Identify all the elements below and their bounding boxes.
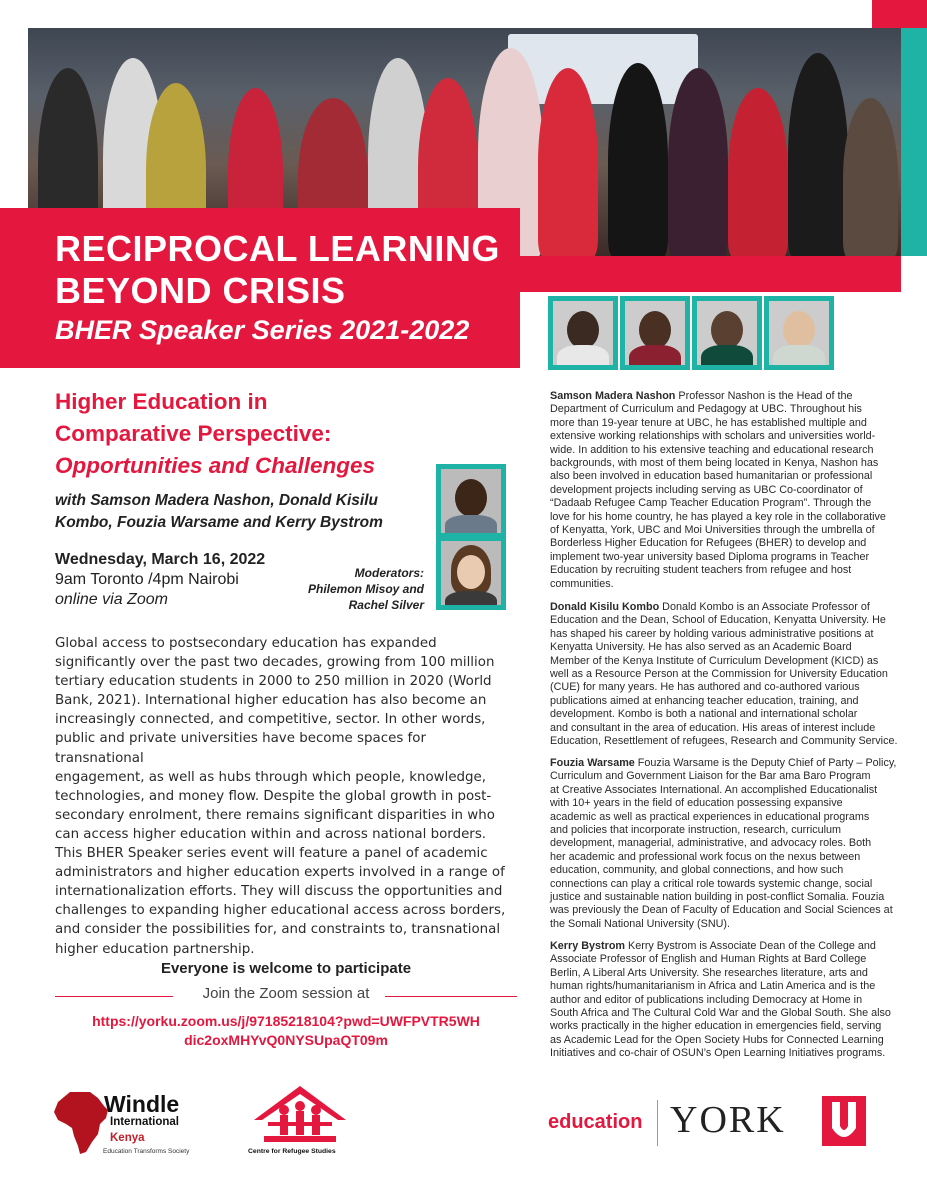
bio-line: of Kenyatta, York, UBC and Moi Universities through the umbrella of xyxy=(550,524,875,537)
description-line: engagement, as well as hubs through which people, knowledge, xyxy=(55,769,487,785)
bio-line: publications aimed at enhancing teacher education, training, and xyxy=(550,694,859,707)
speaker-photo-nashon xyxy=(548,296,618,370)
description-line: administrators and higher education experts involved in a range of xyxy=(55,865,505,881)
event-title-line2: Comparative Perspective: xyxy=(55,421,332,446)
bio-line: development. Kombo is both a national and international scholar xyxy=(550,708,858,721)
description-line: public and private universities have become spaces for transnational xyxy=(55,731,426,766)
event-title-line1: Higher Education in xyxy=(55,389,268,414)
moderators xyxy=(290,565,424,613)
bio-name: Samson Madera Nashon xyxy=(550,390,676,402)
bio-line: education, community, and global connections, and how such xyxy=(550,864,844,877)
bio-line: development, managerial, administrative, and advocacy roles. Both xyxy=(550,837,872,850)
bio-line: (CUE) for many years. He has authored and co-authored various xyxy=(550,681,860,694)
bio-line: communities. xyxy=(550,577,614,590)
series-title-line2: BEYOND CRISIS xyxy=(55,270,346,311)
teal-accent-bar xyxy=(901,28,927,256)
bio-line: Borderless Higher Education for Refugees (BHER) to develop and xyxy=(550,537,867,550)
bio-line: Fouzia Warsame is the Deputy Chief of Party – Policy, xyxy=(634,757,897,769)
description-line: Global access to postsecondary education has expanded xyxy=(55,636,437,651)
series-subtitle: BHER Speaker Series 2021-2022 xyxy=(55,315,470,345)
bio-line: works practically in the higher education in emergencies field, serving xyxy=(550,1020,882,1033)
bio-line: at Creative Associates International. An accomplished Educationalist xyxy=(550,783,878,796)
person xyxy=(843,98,898,256)
person xyxy=(788,53,848,256)
zoom-link-line1[interactable]: https://yorku.zoom.us/j/97185218104?pwd=UWFPVTR5WH xyxy=(92,1013,480,1029)
bio-line: Education and the Dean, School of Education, Kenyatta University. He xyxy=(550,614,886,627)
york-logo-text: YORK xyxy=(670,1099,786,1141)
bio-line: Education by recruiting student teachers from refugee and host xyxy=(550,564,852,577)
refugee-house-icon xyxy=(250,1084,350,1146)
bio-line: Member of the Kenya Institute of Curriculum Development (KICD) as xyxy=(550,654,879,667)
event-description xyxy=(55,634,517,959)
join-text: Join the Zoom session at xyxy=(202,985,370,1002)
description-line: technologies, and money flow. Despite the global growth in post- xyxy=(55,788,492,804)
bio-line: South Africa and The Cultural Cold War and the Global South. She also xyxy=(550,1007,891,1020)
speaker-photo-bystrom xyxy=(764,296,834,370)
series-title xyxy=(55,228,525,312)
event-datetime xyxy=(55,550,315,610)
york-education-label: education xyxy=(548,1111,643,1133)
bio-name: Kerry Bystrom xyxy=(550,940,626,952)
zoom-link[interactable] xyxy=(55,1012,517,1050)
speakers-line xyxy=(55,490,455,534)
series-title-line1: RECIPROCAL LEARNING xyxy=(55,228,500,269)
bio-line: as Academic Lead for the Open Society Hubs for Connected Learning xyxy=(550,1033,884,1046)
bio-nashon xyxy=(550,390,902,591)
description-line: can access higher education within and across national borders. xyxy=(55,826,487,842)
description-line: higher education partnership. xyxy=(55,941,255,957)
york-u-icon xyxy=(822,1096,866,1146)
windle-logo-international: International xyxy=(110,1116,180,1128)
top-right-accent xyxy=(872,0,927,28)
event-title xyxy=(55,386,455,482)
description-line: internationalization efforts. They will discuss the opportunities and xyxy=(55,884,503,900)
person xyxy=(538,68,598,256)
bio-line: more than 19-year tenure at UBC, he has established multiple and xyxy=(550,416,867,429)
description-line: Bank, 2021). International higher education has also become an xyxy=(55,693,487,709)
speaker-photo-kombo xyxy=(620,296,690,370)
bio-name: Donald Kisilu Kombo xyxy=(550,601,660,613)
bio-line: extensive working relationships with scholars and universities world- xyxy=(550,430,876,443)
person xyxy=(608,63,668,256)
speakers-line-1: with Samson Madera Nashon, Donald Kisilu xyxy=(55,492,378,509)
windle-logo-name: Windle xyxy=(104,1091,180,1117)
bio-line: Donald Kombo is an Associate Professor of xyxy=(659,601,870,613)
bio-line: academic as well as practical experiences in educational programs xyxy=(550,810,870,823)
bio-kombo xyxy=(550,601,902,748)
bio-line: well as a Resource Person at the Commission for University Education xyxy=(550,668,888,681)
zoom-link-line2[interactable]: dic2oxMHYvQ0NYSUpaQT09m xyxy=(184,1032,388,1048)
speaker-photo-warsame xyxy=(692,296,762,370)
event-venue: online via Zoom xyxy=(55,591,168,608)
bio-line: also been involved in education based humanitarian or professional xyxy=(550,470,873,483)
moderators-line2: Rachel Silver xyxy=(348,598,424,612)
bio-line: her academic and professional work focus on the nexus between xyxy=(550,850,861,863)
bio-line: justice and sustainable nation building in post-conflict Somalia. Fouzia xyxy=(550,891,885,904)
bio-warsame xyxy=(550,757,902,931)
top-margin xyxy=(0,0,927,28)
moderator-photo-misoy xyxy=(436,464,506,538)
bio-line: connections can play a critical role towards systemic change, social xyxy=(550,877,873,890)
windle-logo-kenya: Kenya xyxy=(110,1132,145,1144)
bio-line: Department of Curriculum and Pedagogy at UBC. Throughout his xyxy=(550,403,862,416)
bio-line: wide. In addition to his extensive teaching and educational research xyxy=(550,443,874,456)
description-line: challenges to expanding higher educational access across borders, xyxy=(55,903,506,919)
bio-line: with 10+ years in the field of education possessing expansive xyxy=(550,797,843,810)
bio-line: Professor Nashon is the Head of the xyxy=(675,390,853,402)
person xyxy=(728,88,788,256)
moderators-label: Moderators: xyxy=(354,566,424,580)
bio-line: backgrounds, with most of them being located in Kenya, Nashon has xyxy=(550,457,879,470)
york-logo-divider xyxy=(657,1100,658,1146)
bio-line: author and editor of publications including Democracy at Home in xyxy=(550,993,863,1006)
windle-logo-tagline: Education Transforms Society xyxy=(103,1148,190,1155)
bio-line: implement two-year university based Diploma programs in Teacher xyxy=(550,550,870,563)
bio-line: was previously the Dean of Faculty of Education and Social Sciences at xyxy=(550,904,893,917)
welcome-text: Everyone is welcome to participate xyxy=(160,960,412,977)
moderator-photo-silver xyxy=(436,536,506,610)
bio-line: “Dadaab Refugee Camp Teacher Education Program”. Through the xyxy=(550,497,872,510)
description-line: increasingly connected, and competitive, sector. In other words, xyxy=(55,712,486,728)
description-line: tertiary education students in 2000 to 250 million in 2020 (World xyxy=(55,674,492,690)
event-time: 9am Toronto /4pm Nairobi xyxy=(55,571,239,588)
bio-bystrom xyxy=(550,940,902,1061)
bio-line: Kenyatta University. He has also served as an Academic Board xyxy=(550,641,852,654)
event-date: Wednesday, March 16, 2022 xyxy=(55,551,266,568)
bio-line: and policies that incorporate instruction, research, curriculum xyxy=(550,824,842,837)
bio-line: development projects including serving as UBC Co-coordinator of xyxy=(550,483,863,496)
bio-line: Associate Professor of English and Human Rights at Bard College xyxy=(550,953,867,966)
bio-line: the Somali National University (SNU). xyxy=(550,917,731,930)
description-line: significantly over the past two decades, growing from 100 million xyxy=(55,655,495,671)
crs-logo-label: Centre for Refugee Studies xyxy=(248,1148,336,1155)
speakers-line-2: Kombo, Fouzia Warsame and Kerry Bystrom xyxy=(55,514,383,531)
bio-line: has shaped his career by holding various administrative positions at xyxy=(550,627,874,640)
description-line: secondary enrolment, there remains significant disparities in who xyxy=(55,807,495,823)
description-line: This BHER Speaker series event will feature a panel of academic xyxy=(55,846,488,862)
bio-name: Fouzia Warsame xyxy=(550,757,635,769)
person xyxy=(668,68,728,256)
bio-line: Curriculum and Government Liaison for the Bar ama Baro Program xyxy=(550,770,871,783)
moderators-line1: Philemon Misoy and xyxy=(307,582,424,596)
bio-line: Education, Resettlement of refugees, Research and Community Service. xyxy=(550,735,898,748)
event-title-line3: Opportunities and Challenges xyxy=(55,453,376,478)
red-strip xyxy=(520,256,901,292)
bio-line: Kerry Bystrom is Associate Dean of the College and xyxy=(625,940,876,952)
bio-line: love for his home country, he has played a key role in the collaborative xyxy=(550,510,886,523)
bio-line: human rights/humanitarianism in Africa and Latin America and is the xyxy=(550,980,876,993)
bio-line: Berlin, A Liberal Arts University. She researches literature, arts and xyxy=(550,966,868,979)
description-line: and consider the possibilities for, and constraints to, transnational xyxy=(55,922,501,938)
bio-line: and consultant in the area of education. His areas of interest include xyxy=(550,721,876,734)
bio-line: Initiatives and co-chair of OSUN’s Open Learning Initiatives programs. xyxy=(550,1047,886,1060)
